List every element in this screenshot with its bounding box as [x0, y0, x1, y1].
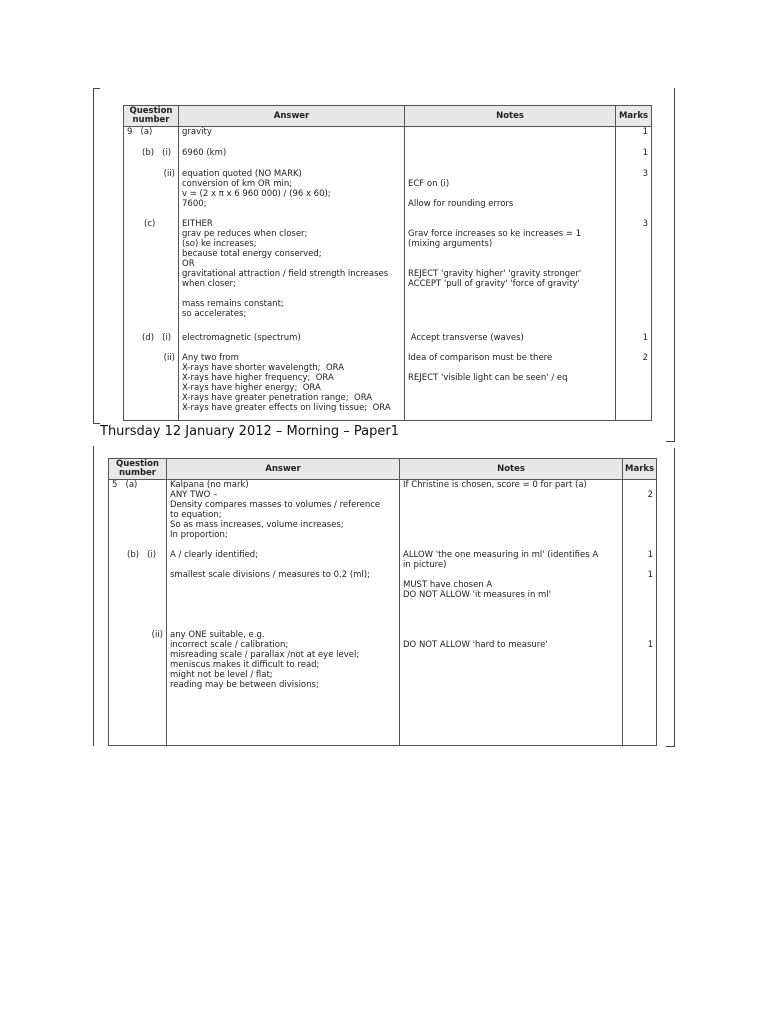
notes-cell: ALLOW 'the one measuring in ml' (identifies A in picture) MUST have chosen A DO NOT ALLOW 'it measures in ml' — [400, 550, 623, 630]
answer-header: Answer — [179, 106, 405, 127]
table-row — [124, 353, 652, 421]
marks-cell: 3 — [616, 215, 652, 333]
question-cell: (ii) — [124, 353, 179, 421]
table-row — [109, 550, 657, 630]
notes-header: Notes — [400, 459, 623, 480]
mark-scheme-table-q5 — [108, 458, 657, 746]
notes-cell — [405, 143, 616, 165]
question-cell: 9 (a) — [124, 127, 179, 143]
answer-cell: Any two from X-rays have shorter wavelength; ORA X-rays have higher frequency; ORA X-rays have higher energy; ORA X-rays have greater penetration range; ORA X-rays have greater effects on living tissue; ORA — [179, 353, 405, 421]
table-row — [124, 333, 652, 353]
question-cell: (c) — [124, 215, 179, 333]
marks-cell: 2 — [623, 480, 657, 550]
marks-cell: 1 1 — [623, 550, 657, 630]
answer-cell: equation quoted (NO MARK) conversion of km OR min; v = (2 x π x 6 960 000) / (96 x 60); 7600; — [179, 165, 405, 215]
marks-cell: 2 — [616, 353, 652, 421]
question-number-header: Question number — [124, 106, 179, 127]
exam-date-caption: Thursday 12 January 2012 – Morning – Paper1 — [100, 424, 399, 439]
notes-cell — [405, 127, 616, 143]
notes-cell: DO NOT ALLOW 'hard to measure' — [400, 630, 623, 746]
answer-cell: any ONE suitable, e.g. incorrect scale / calibration; misreading scale / parallax /not at eye level; meniscus makes it difficult to read; might not be level / flat; reading may be between divisions; — [167, 630, 400, 746]
question-cell: 5 (a) — [109, 480, 167, 550]
question-cell: (ii) — [109, 630, 167, 746]
table-header-row — [109, 459, 657, 480]
marks-cell: 1 — [616, 127, 652, 143]
left-bracket-top — [93, 88, 100, 424]
notes-cell: Grav force increases so ke increases = 1 (mixing arguments) REJECT 'gravity higher' 'gravity stronger' ACCEPT 'pull of gravity' 'force of gravity' — [405, 215, 616, 333]
table-row — [124, 143, 652, 165]
answer-cell: gravity — [179, 127, 405, 143]
table-row — [124, 165, 652, 215]
notes-cell: ECF on (i) Allow for rounding errors — [405, 165, 616, 215]
notes-header: Notes — [405, 106, 616, 127]
table-row — [124, 215, 652, 333]
answer-cell: electromagnetic (spectrum) — [179, 333, 405, 353]
marks-header: Marks — [616, 106, 652, 127]
question-cell: (b) (i) — [124, 143, 179, 165]
marks-header: Marks — [623, 459, 657, 480]
notes-cell: Idea of comparison must be there REJECT 'visible light can be seen' / eq — [405, 353, 616, 421]
answer-cell: 6960 (km) — [179, 143, 405, 165]
right-line-top — [674, 88, 675, 442]
answer-cell: Kalpana (no mark) ANY TWO – Density compares masses to volumes / reference to equation; So as mass increases, volume increases; In proportion; — [167, 480, 400, 550]
marks-cell: 1 — [616, 143, 652, 165]
question-cell: (d) (i) — [124, 333, 179, 353]
notes-cell: If Christine is chosen, score = 0 for part (a) — [400, 480, 623, 550]
notes-cell: Accept transverse (waves) — [405, 333, 616, 353]
question-cell: (ii) — [124, 165, 179, 215]
table-header-row — [124, 106, 652, 127]
question-cell: (b) (i) — [109, 550, 167, 630]
table-row — [109, 480, 657, 550]
right-bracket-bottom — [666, 448, 675, 747]
table-row — [109, 630, 657, 746]
left-line-bottom — [93, 446, 94, 746]
answer-header: Answer — [167, 459, 400, 480]
answer-cell: EITHER grav pe reduces when closer; (so) ke increases; because total energy conserved; OR gravitational attraction / field strength increases when closer; mass remains constant; so accelerates; — [179, 215, 405, 333]
marks-cell: 1 — [616, 333, 652, 353]
question-number-header: Question number — [109, 459, 167, 480]
right-tick-mid — [666, 441, 674, 442]
mark-scheme-table-q9 — [123, 105, 652, 421]
marks-cell: 3 — [616, 165, 652, 215]
marks-cell: 1 — [623, 630, 657, 746]
answer-cell: A / clearly identified; smallest scale divisions / measures to 0.2 (ml); — [167, 550, 400, 630]
table-row — [124, 127, 652, 143]
